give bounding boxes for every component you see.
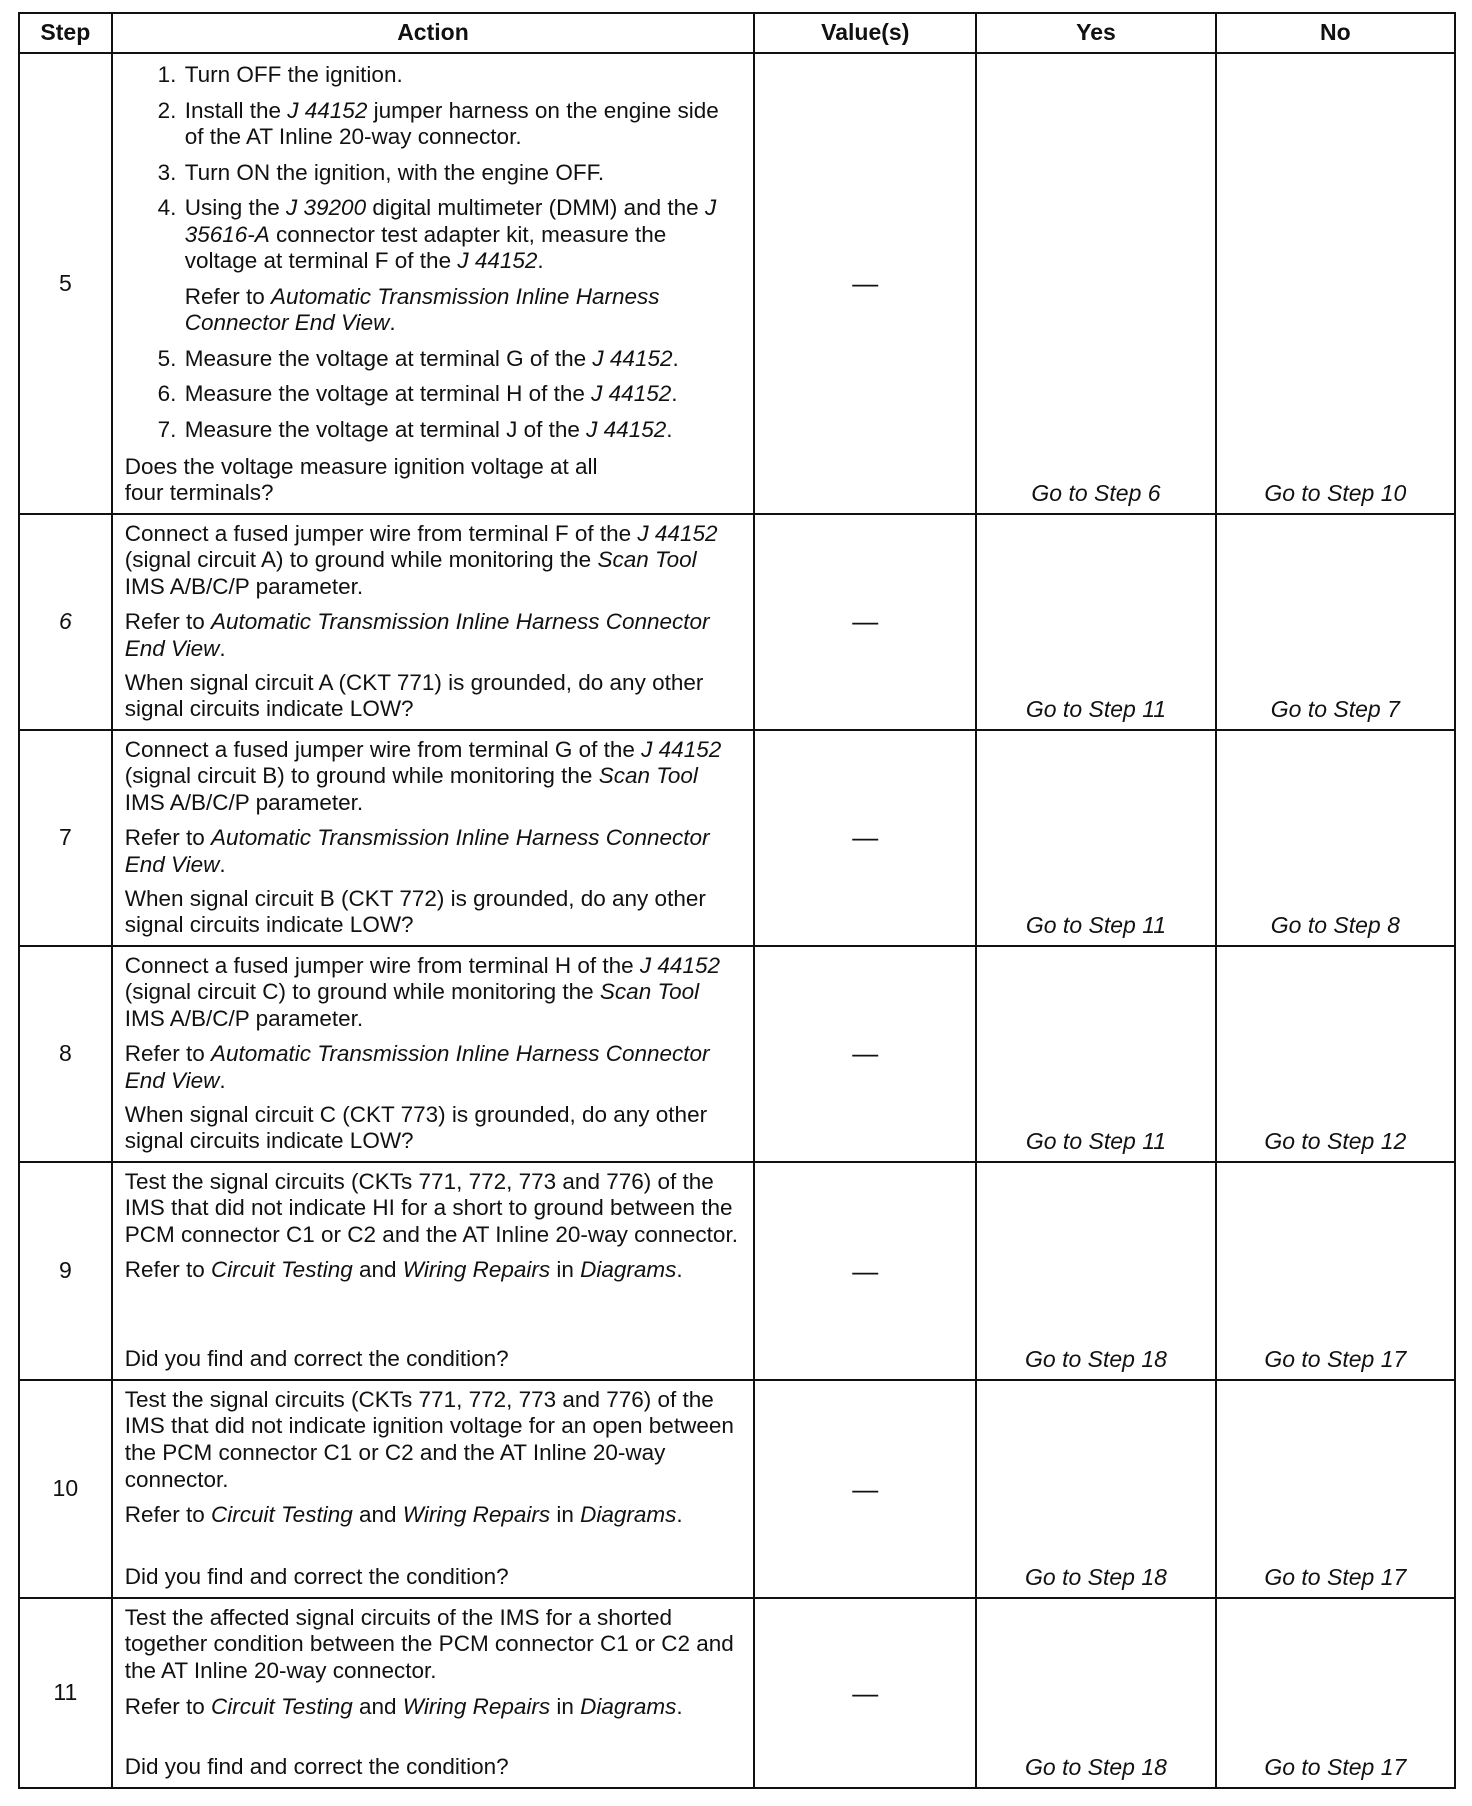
yes-outcome: Go to Step 11 — [976, 946, 1215, 1162]
yes-outcome: Go to Step 18 — [976, 1598, 1215, 1788]
value-cell: — — [754, 946, 976, 1162]
instruction-text: Connect a fused jumper wire from terminal G of the J 44152 (signal circuit B) to ground while monitoring the Scan Tool IMS A/B/C/P parameter. — [124, 736, 722, 815]
yes-outcome: Go to Step 6 — [976, 53, 1215, 514]
instruction-text: Test the signal circuits (CKTs 771, 772, 773 and 776) of the IMS that did not indicate ignition voltage for an open between the PCM connector C1 or C2 and the AT Inline 20-way connector. — [124, 1386, 734, 1492]
question-text: When signal circuit A (CKT 771) is grounded, do any other signal circuits indicate LOW? — [124, 669, 704, 722]
value-cell: — — [754, 514, 976, 730]
yes-outcome: Go to Step 18 — [976, 1380, 1215, 1598]
table-row — [19, 1162, 1455, 1380]
action-cell — [112, 514, 755, 730]
header-no: No — [1216, 13, 1455, 53]
instruction-text: Connect a fused jumper wire from terminal H of the J 44152 (signal circuit C) to ground while monitoring the Scan Tool IMS A/B/C/P parameter. — [124, 952, 720, 1031]
table-row — [19, 730, 1455, 946]
list-item: 7. Measure the voltage at terminal J of the J 44152. — [183, 417, 742, 444]
table-row — [19, 946, 1455, 1162]
header-values: Value(s) — [754, 13, 976, 53]
question-text: Did you find and correct the condition? — [124, 1754, 509, 1780]
refer-text: Refer to Automatic Transmission Inline Harness Connector End View. — [124, 1041, 710, 1093]
instruction-text: Test the signal circuits (CKTs 771, 772, 773 and 776) of the IMS that did not indicate HI for a short to ground between the PCM connector C1 or C2 and the AT Inline 20-way connector. — [124, 1168, 738, 1247]
refer-text: Refer to Automatic Transmission Inline Harness Connector End View. — [124, 609, 710, 661]
list-item: 6. Measure the voltage at terminal H of the J 44152. — [183, 381, 742, 408]
value-cell: — — [754, 1162, 976, 1380]
refer-text: Refer to Circuit Testing and Wiring Repairs in Diagrams. — [124, 1502, 683, 1528]
list-item: 3. Turn ON the ignition, with the engine OFF. — [183, 160, 742, 187]
no-outcome: Go to Step 8 — [1216, 730, 1455, 946]
instruction-text: Test the affected signal circuits of the IMS for a shorted together condition between the PCM connector C1 or C2 and the AT Inline 20-way connector. — [124, 1604, 734, 1683]
action-cell — [112, 730, 755, 946]
header-yes: Yes — [976, 13, 1215, 53]
no-outcome: Go to Step 17 — [1216, 1598, 1455, 1788]
step-number: 5 — [19, 53, 112, 514]
no-outcome: Go to Step 10 — [1216, 53, 1455, 514]
yes-outcome: Go to Step 18 — [976, 1162, 1215, 1380]
refer-text: Refer to Circuit Testing and Wiring Repairs in Diagrams. — [124, 1257, 683, 1283]
question-text: Did you find and correct the condition? — [124, 1346, 509, 1372]
header-step: Step — [19, 13, 112, 53]
action-cell — [112, 53, 755, 514]
header-row — [19, 13, 1455, 53]
refer-text: Refer to Circuit Testing and Wiring Repairs in Diagrams. — [124, 1693, 683, 1719]
question-text: When signal circuit B (CKT 772) is grounded, do any other signal circuits indicate LOW? — [124, 885, 706, 938]
step-number: 9 — [19, 1162, 112, 1380]
refer-text: Refer to Automatic Transmission Inline Harness Connector End View. — [124, 825, 710, 877]
table-row — [19, 1598, 1455, 1788]
list-item: 2. Install the J 44152 jumper harness on the engine side of the AT Inline 20-way connector. — [183, 98, 742, 151]
step-number: 11 — [19, 1598, 112, 1788]
action-cell — [112, 1162, 755, 1380]
refer-text: Refer to Automatic Transmission Inline Harness Connector End View. — [184, 283, 660, 336]
no-outcome: Go to Step 7 — [1216, 514, 1455, 730]
question-text: Does the voltage measure ignition voltage at all four terminals? — [124, 453, 598, 506]
table-row — [19, 53, 1455, 514]
yes-outcome: Go to Step 11 — [976, 730, 1215, 946]
no-outcome: Go to Step 12 — [1216, 946, 1455, 1162]
no-outcome: Go to Step 17 — [1216, 1380, 1455, 1598]
no-outcome: Go to Step 17 — [1216, 1162, 1455, 1380]
question-text: When signal circuit C (CKT 773) is grounded, do any other signal circuits indicate LOW? — [124, 1101, 708, 1154]
table-row — [19, 514, 1455, 730]
step-number: 6 — [19, 514, 112, 730]
value-cell: — — [754, 53, 976, 514]
question-text: Did you find and correct the condition? — [124, 1564, 509, 1590]
action-cell — [112, 1598, 755, 1788]
action-cell — [112, 1380, 755, 1598]
value-cell: — — [754, 1380, 976, 1598]
list-item: 5. Measure the voltage at terminal G of the J 44152. — [183, 346, 742, 373]
list-item: 4. Using the J 39200 digital multimeter (DMM) and the J 35616-A connector test adapter kit, measure the voltage at terminal F of the J 44152. Refer to Automatic Transmission Inline Harness Connector End View. — [183, 195, 742, 337]
yes-outcome: Go to Step 11 — [976, 514, 1215, 730]
table-row — [19, 1380, 1455, 1598]
step-number: 8 — [19, 946, 112, 1162]
header-action: Action — [112, 13, 755, 53]
step-number: 10 — [19, 1380, 112, 1598]
list-item: 1. Turn OFF the ignition. — [183, 62, 742, 89]
diagnostic-table — [18, 12, 1456, 1789]
instruction-list — [125, 62, 742, 444]
value-cell: — — [754, 1598, 976, 1788]
instruction-text: Connect a fused jumper wire from terminal F of the J 44152 (signal circuit A) to ground while monitoring the Scan Tool IMS A/B/C/P parameter. — [124, 520, 718, 599]
value-cell: — — [754, 730, 976, 946]
step-number: 7 — [19, 730, 112, 946]
action-cell — [112, 946, 755, 1162]
